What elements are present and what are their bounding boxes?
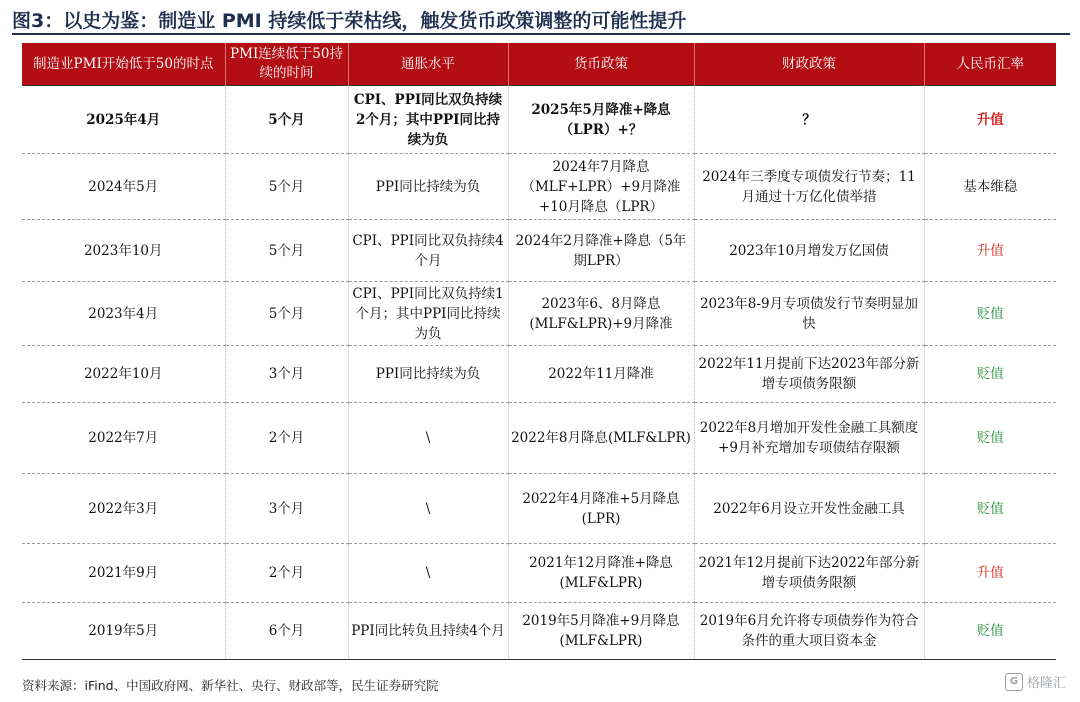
cell-monetary: 2024年2月降准+降息（5年期LPR）	[508, 220, 694, 282]
cell-monetary: 2023年6、8月降息(MLF&LPR)+9月降准	[508, 282, 694, 346]
table-header-row	[22, 43, 1056, 86]
cell-inflation: PPI同比转负且持续4个月	[348, 603, 508, 660]
cell-inflation: \	[348, 403, 508, 474]
cell-duration: 2个月	[225, 544, 348, 603]
cell-start: 2023年10月	[22, 220, 225, 282]
cell-duration: 3个月	[225, 474, 348, 544]
cell-duration: 5个月	[225, 282, 348, 346]
cell-inflation: \	[348, 474, 508, 544]
cell-start: 2022年3月	[22, 474, 225, 544]
cell-start: 2021年9月	[22, 544, 225, 603]
source-note: 资料来源：iFind、中国政府网、新华社、央行、财政部等，民生证券研究院	[22, 678, 439, 693]
cell-inflation: PPI同比持续为负	[348, 154, 508, 220]
cell-fiscal: 2022年6月设立开发性金融工具	[694, 474, 924, 544]
cell-monetary: 2021年12月降准+降息(MLF&LPR)	[508, 544, 694, 603]
cell-inflation: CPI、PPI同比双负持续1个月；其中PPI同比持续为负	[348, 282, 508, 346]
header-fiscal-policy: 财政政策	[694, 43, 924, 86]
cell-fx: 贬值	[924, 403, 1056, 474]
page-title: 图3：以史为鉴：制造业 PMI 持续低于荣枯线，触发货币政策调整的可能性提升	[12, 10, 687, 32]
cell-monetary: 2025年5月降准+降息（LPR）+？	[508, 86, 694, 154]
table-row	[22, 474, 1056, 544]
cell-start: 2023年4月	[22, 282, 225, 346]
cell-fx: 升值	[924, 544, 1056, 603]
cell-duration: 5个月	[225, 154, 348, 220]
cell-start: 2019年5月	[22, 603, 225, 660]
table-row	[22, 154, 1056, 220]
cell-fx: 贬值	[924, 474, 1056, 544]
table-row	[22, 282, 1056, 346]
cell-fiscal: 2022年11月提前下达2023年部分新增专项债务限额	[694, 346, 924, 403]
cell-fiscal: 2021年12月提前下达2022年部分新增专项债务限额	[694, 544, 924, 603]
table-row	[22, 86, 1056, 154]
cell-fiscal: 2022年8月增加开发性金融工具额度+9月补充增加专项债结存限额	[694, 403, 924, 474]
cell-fx: 升值	[924, 220, 1056, 282]
cell-inflation: PPI同比持续为负	[348, 346, 508, 403]
header-pmi-start: 制造业PMI开始低于50的时点	[22, 43, 225, 86]
cell-start: 2022年7月	[22, 403, 225, 474]
cell-duration: 5个月	[225, 86, 348, 154]
watermark-logo-icon: G	[1005, 673, 1023, 691]
cell-duration: 2个月	[225, 403, 348, 474]
cell-fx: 基本维稳	[924, 154, 1056, 220]
cell-fiscal: 2023年10月增发万亿国债	[694, 220, 924, 282]
title-divider	[12, 33, 1070, 35]
cell-inflation: CPI、PPI同比双负持续4个月	[348, 220, 508, 282]
cell-fx: 贬值	[924, 603, 1056, 660]
watermark	[1005, 672, 1066, 691]
cell-duration: 3个月	[225, 346, 348, 403]
watermark-text: 格隆汇	[1026, 676, 1066, 691]
cell-start: 2025年4月	[22, 86, 225, 154]
cell-duration: 5个月	[225, 220, 348, 282]
cell-fx: 升值	[924, 86, 1056, 154]
cell-fx: 贬值	[924, 282, 1056, 346]
table-row	[22, 403, 1056, 474]
table-row	[22, 346, 1056, 403]
cell-monetary: 2024年7月降息（MLF+LPR）+9月降准+10月降息（LPR）	[508, 154, 694, 220]
cell-monetary: 2022年4月降准+5月降息(LPR)	[508, 474, 694, 544]
cell-fiscal: 2024年三季度专项债发行节奏；11月通过十万亿化债举措	[694, 154, 924, 220]
cell-fx: 贬值	[924, 346, 1056, 403]
cell-monetary: 2022年11月降准	[508, 346, 694, 403]
header-monetary-policy: 货币政策	[508, 43, 694, 86]
policy-table	[22, 43, 1056, 660]
cell-monetary: 2019年5月降准+9月降息(MLF&LPR)	[508, 603, 694, 660]
table-row	[22, 603, 1056, 660]
cell-fiscal: ？	[694, 86, 924, 154]
cell-start: 2022年10月	[22, 346, 225, 403]
header-inflation: 通胀水平	[348, 43, 508, 86]
cell-monetary: 2022年8月降息(MLF&LPR)	[508, 403, 694, 474]
header-fx-rate: 人民币汇率	[924, 43, 1056, 86]
cell-inflation: \	[348, 544, 508, 603]
cell-duration: 6个月	[225, 603, 348, 660]
header-pmi-duration: PMI连续低于50持续的时间	[225, 43, 348, 86]
cell-fiscal: 2019年6月允许将专项债券作为符合条件的重大项目资本金	[694, 603, 924, 660]
cell-start: 2024年5月	[22, 154, 225, 220]
cell-inflation: CPI、PPI同比双负持续2个月；其中PPI同比持续为负	[348, 86, 508, 154]
table-row	[22, 544, 1056, 603]
cell-fiscal: 2023年8-9月专项债发行节奏明显加快	[694, 282, 924, 346]
table-row	[22, 220, 1056, 282]
